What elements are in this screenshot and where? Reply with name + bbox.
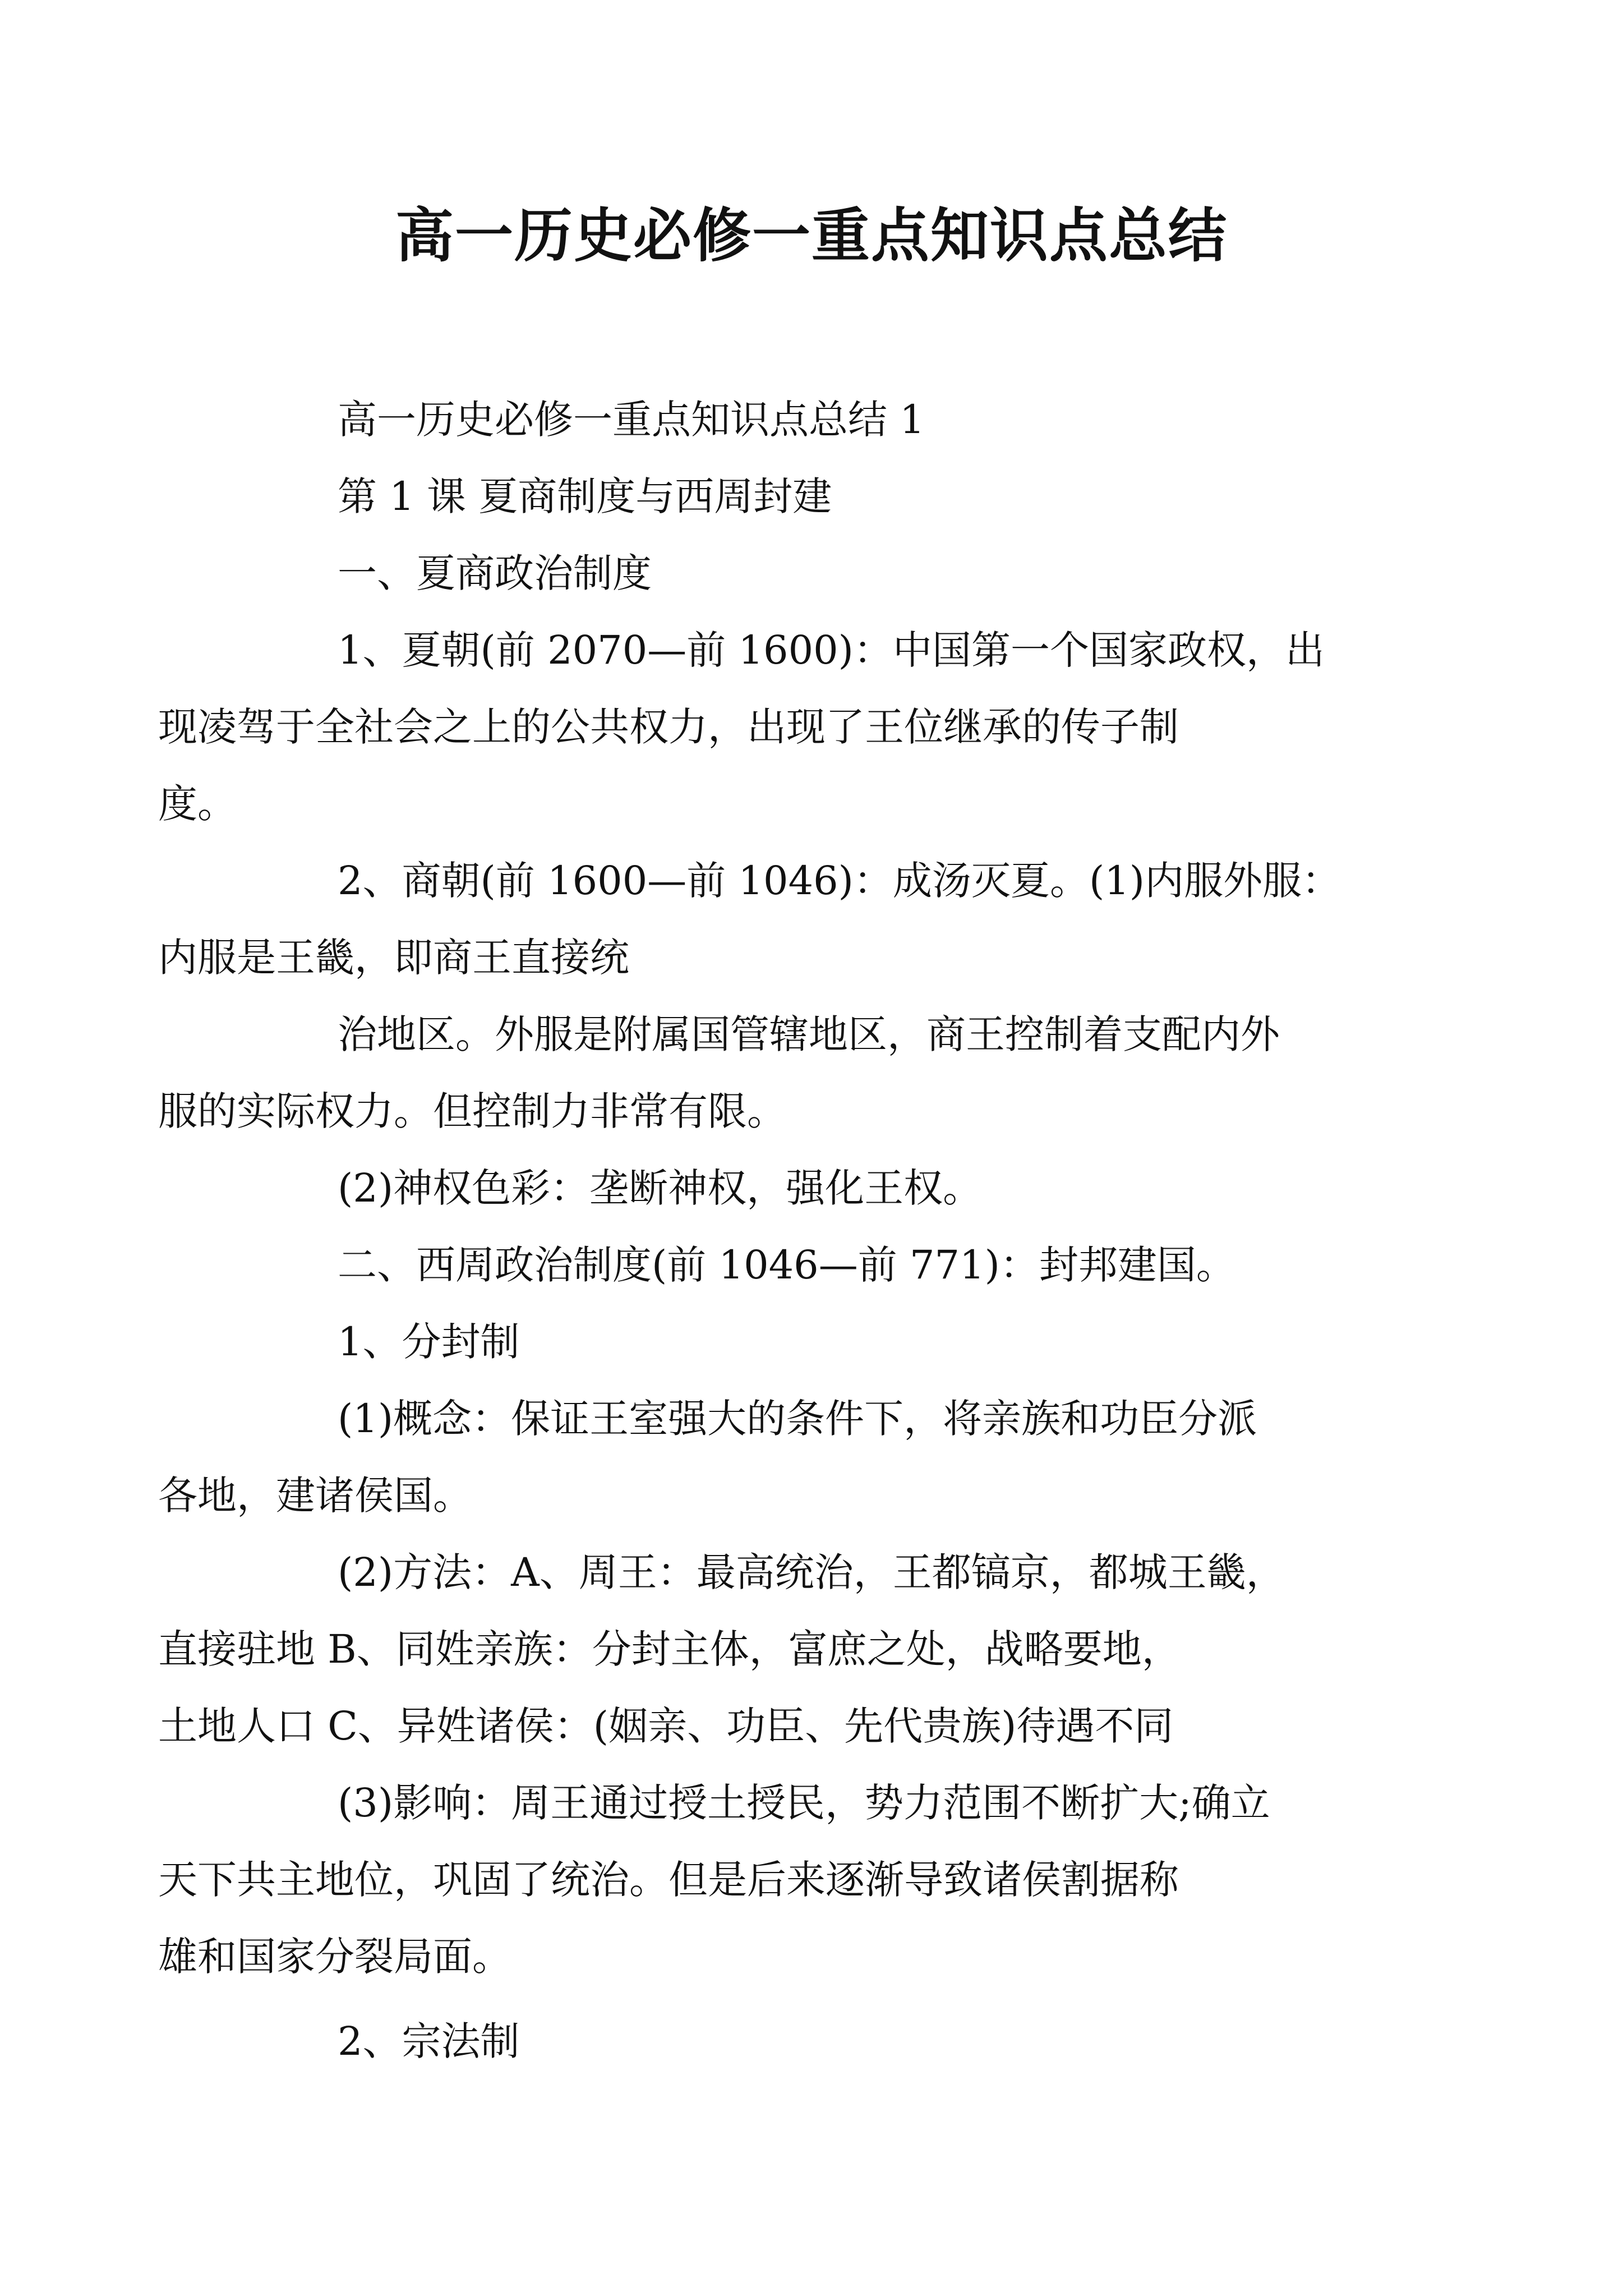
paragraph-shang-continued [158,996,1375,1150]
line: 1、夏朝(前 2070—前 1600)：中国第一个国家政权，出 [338,627,1325,673]
line: 各地，建诸侯国。 [158,1473,472,1519]
line: 度。 [158,781,237,827]
heading-zongfa: 2、宗法制 [338,2018,520,2064]
paragraph-xia [158,612,1375,843]
heading-fenfeng: 1、分封制 [338,1319,520,1365]
paragraph-impact [158,1765,1375,1995]
line: (2)方法：A、周王：最高统治，王都镐京，都城王畿， [338,1549,1285,1595]
document-body [158,381,1375,2080]
paragraph-concept [158,1381,1375,1534]
paragraph-theocracy: (2)神权色彩：垄断神权，强化王权。 [338,1165,983,1211]
paragraph-method [158,1534,1375,1765]
section-heading-western-zhou: 二、西周政治制度(前 1046—前 771)：封邦建国。 [338,1242,1235,1288]
paragraph-shang [158,843,1375,996]
section-heading-xia-shang: 一、夏商政治制度 [338,550,652,596]
line: 服的实际权力。但控制力非常有限。 [158,1088,786,1134]
line: 土地人口 C、异姓诸侯：(姻亲、功臣、先代贵族)待遇不同 [158,1703,1174,1749]
line: 天下共主地位，巩固了统治。但是后来逐渐导致诸侯割据称 [158,1857,1179,1903]
line: 内服是王畿，即商王直接统 [158,935,629,981]
line: 2、商朝(前 1600—前 1046)：成汤灭夏。(1)内服外服： [338,858,1341,904]
line: (1)概念：保证王室强大的条件下，将亲族和功臣分派 [338,1396,1257,1442]
line: 直接驻地 B、同姓亲族：分封主体，富庶之处，战略要地， [158,1626,1181,1672]
line: 现凌驾于全社会之上的公共权力，出现了王位继承的传子制 [158,704,1179,750]
line: (3)影响：周王通过授土授民，势力范围不断扩大;确立 [338,1780,1270,1826]
line: 治地区。外服是附属国管辖地区，商王控制着支配内外 [338,1011,1280,1057]
document-title: 高一历史必修一重点知识点总结 [395,201,1228,270]
lesson-heading: 第 1 课 夏商制度与西周封建 [338,473,832,519]
subtitle-paragraph: 高一历史必修一重点知识点总结 1 [338,397,925,443]
line: 雄和国家分裂局面。 [158,1934,511,1980]
